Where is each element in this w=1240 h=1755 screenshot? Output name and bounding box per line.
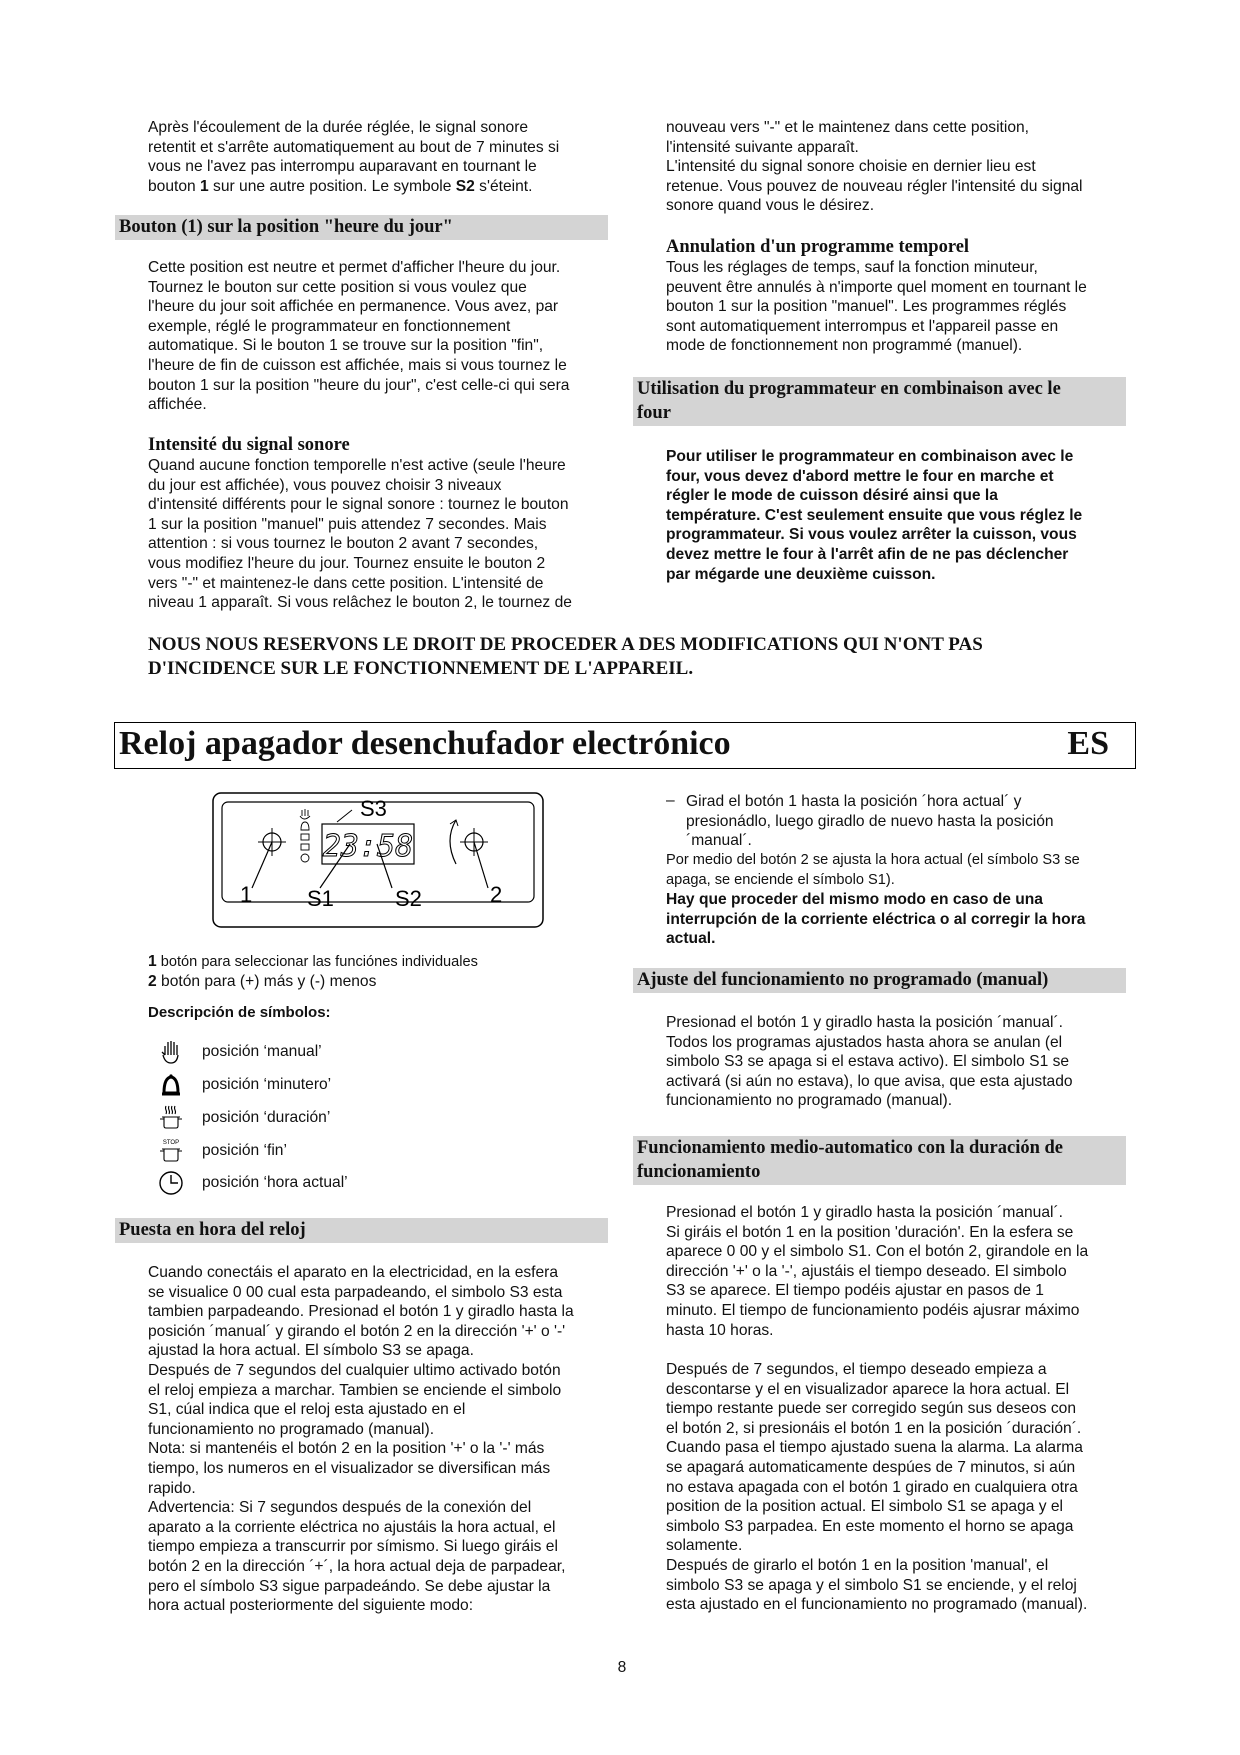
list-dash: – (666, 792, 675, 809)
bell-icon (150, 1072, 192, 1098)
fr-annulation-heading: Annulation d'un programme temporel (666, 237, 970, 257)
section-band-ajuste: Ajuste del funcionamiento no programado (manual) (633, 968, 1126, 993)
section-band-funcionamiento: Funcionamiento medio-automatico con la duración de funcionamiento (633, 1136, 1126, 1185)
es-puesta-paragraph: Cuando conectáis el aparato en la electricidad, en la esfera se visualice 0 00 cual esta parpadeando, el simbolo S3 esta tambien parpadeando. Presionad el botón 1 y giradlo hasta la posición ´manual´ y girando el botón 2 en la dirección '+' o '-' ajustad la hora actual. El símbolo S3 se apaga. Después de 7 segundos del cualquier ultimo activado botón el reloj empieza a marchar. Tambien se enciende el simbolo S1, cúal indica que el reloj esta ajustado en el funcionamiento no programado (manual). Nota: si mantenéis el botón 2 en la position '+' o la '-' más tiempo, los numeros en el visualizador se diversifican más rapido. Advertencia: Si 7 segundos después de la conexión del aparato a la corriente eléctrica no ajustáis la hora actual, el tiempo empieza a transcurrir por símismo. Si luego giráis el botón 2 en la dirección ´+´, la hora actual deja de parpadear, pero el símbolo S3 sigue parpadeándo. Se debe ajustar la hora actual posteriormente del siguiente modo: (148, 1264, 574, 1615)
symbol-row-minutero: posición ‘minutero’ (150, 1070, 331, 1100)
fr-annulation-paragraph: Tous les réglages de temps, sauf la fonction minuteur, peuvent être annulés à n'importe quel moment en tournant le bouton 1 sur la position "manuel". Les programmes réglés sont automatiquement interrompus et l'appareil passe en mode de fonctionnement non programmé (manuel). (666, 259, 1087, 355)
fr-warning-notice: NOUS NOUS RESERVONS LE DROIT DE PROCEDER A DES MODIFICATIONS QUI N'ONT PAS D'INCIDENCE SUR LE FONCTIONNEMENT DE L'APPAREIL. (148, 634, 983, 679)
label-s2: S2 (395, 886, 422, 911)
es-ajuste-paragraph: Presionad el botón 1 y giradlo hasta la posición ´manual´. Todos los programas ajustados hasta ahora se anulan (el simbolo S3 se apaga si el estava activo). El simbolo S1 se activará (si aún no estava), lo que avisa, que esta ajustado funcionamiento no programado (manual). (666, 1014, 1073, 1110)
symbol-row-hora-actual: posición ‘hora actual’ (150, 1168, 348, 1198)
hand-icon (150, 1039, 192, 1065)
label-s3: S3 (360, 796, 387, 821)
legend-button-2: 2 botón para (+) más y (-) menos (148, 973, 377, 990)
fr-intensite-paragraph: Quand aucune fonction temporelle n'est active (seule l'heure du jour est affichée), vous pouvez choisir 3 niveaux d'intensité différents pour le signal sonore : tournez le bouton 1 sur la position "manuel" puis attendez 7 secondes. Mais attention : si vous tournez le bouton 2 avant 7 secondes, vous modifiez l'heure du jour. Tournez ensuite le bouton 2 vers "-" et maintenez-le dans cette position. L'intensité de niveau 1 apparaît. Si vous relâchez le bouton 2, le tournez de (148, 457, 572, 612)
lcd-time: 23:58 (322, 829, 414, 864)
label-1: 1 (240, 882, 253, 907)
fr-intro-paragraph: Après l'écoulement de la durée réglée, le signal sonore retentit et s'arrête automatiquement au bout de 7 minutes si vous ne l'avez pas interrompu auparavant en tournant le bouton 1 sur une autre position. Le symbole S2 s'éteint. (148, 119, 560, 195)
symbol-row-duracion: posición ‘duración’ (150, 1103, 330, 1133)
language-code: ES (1067, 725, 1109, 762)
label-s1: S1 (307, 886, 334, 911)
es-right-paragraph-3: Hay que proceder del mismo modo en caso de una interrupción de la corriente eléctrica o al corregir la hora actual. (666, 891, 1086, 948)
es-title-box (114, 722, 1136, 769)
es-right-list-item: Girad el botón 1 hasta la posición ´hora actual´ y presionádlo, luego giradlo de nuevo hasta la posición ´manual´. (686, 793, 1054, 850)
es-func-paragraph-2: Después de 7 segundos, el tiempo deseado empieza a descontarse y el en visualizador aparece la hora actual. El tiempo restante puede ser corregido según sus deseos con el botón 2, si presionáis el botón 1 en la posición ´duración´. Cuando pasa el tiempo ajustado suena la alarma. La alarma se apagará automaticamente despúes de 7 minutos, si aún no estava apagada con el botón 1 girado en cualquiera otra position de la position actual. El simbolo S1 se apaga y el simbolo S3 parpadea. En este momento el horno se apaga solamente. Después de girarlo el botón 1 en la position 'manual', el simbolo S3 se apaga y el simbolo S1 se enciende, y el reloj esta ajustado en el funcionamiento no programado (manual). (666, 1361, 1088, 1614)
fr-utilisation-paragraph: Pour utiliser le programmateur en combinaison avec le four, vous devez d'abord mettre le four en marche et régler le mode de cuisson désiré ainsi que la température. C'est seulement ensuite que vous réglez le programmateur. Si vous voulez arrêter la cuisson, vous devez mettre le four à l'arrêt afin de ne pas déclencher par mégarde une deuxième cuisson. (666, 448, 1083, 583)
section-band-heure-du-jour: Bouton (1) sur la position "heure du jour" (115, 215, 608, 240)
fr-right-intro-paragraph: nouveau vers "-" et le maintenez dans cette position, l'intensité suivante apparaît. L'intensité du signal sonore choisie en dernier lieu est retenue. Vous pouvez de nouveau régler l'intensité du signal sonore quand vous le désirez. (666, 119, 1083, 215)
pot-steam-icon (150, 1104, 192, 1132)
label-2: 2 (490, 882, 503, 907)
clock-icon (150, 1169, 192, 1197)
pot-stop-icon (150, 1137, 192, 1165)
symbol-row-manual: posición ‘manual’ (150, 1037, 322, 1067)
section-band-puesta-en-hora: Puesta en hora del reloj (115, 1218, 608, 1243)
svg-text:STOP: STOP (162, 1140, 180, 1146)
section-band-utilisation: Utilisation du programmateur en combinaison avec le four (633, 377, 1126, 426)
es-title: Reloj apagador desenchufador electrónico (119, 725, 731, 762)
symbols-heading: Descripción de símbolos: (148, 1004, 331, 1021)
page-number: 8 (617, 1659, 627, 1676)
legend-button-1: 1 botón para seleccionar las funciónes individuales (148, 953, 478, 970)
symbol-row-fin: STOP posición ‘fin’ (150, 1136, 287, 1166)
timer-diagram (212, 792, 544, 928)
es-func-paragraph-1: Presionad el botón 1 y giradlo hasta la posición ´manual´. Si giráis el botón 1 en la position 'duración'. En la esfera se aparece 0 00 y el simbolo S1. Con el botón 2, girandole en la dirección '+' o la '-', ajustáis el tiempo deseado. El simbolo S3 se aparece. El tiempo podéis ajustar en pasos de 1 minuto. El tiempo de funcionamiento podéis ajusrar máximo hasta 10 horas. (666, 1204, 1089, 1339)
es-right-paragraph-2: Por medio del botón 2 se ajusta la hora actual (el símbolo S3 se apaga, se enciende el símbolo S1). (666, 852, 1080, 888)
fr-intensite-heading: Intensité du signal sonore (148, 435, 350, 455)
fr-heure-paragraph: Cette position est neutre et permet d'afficher l'heure du jour. Tournez le bouton sur cette position si vous voulez que l'heure du jour soit affichée en permanence. Vous avez, par exemple, réglé le programmateur en fonctionnement automatique. Si le bouton 1 se trouve sur la position "fin", l'heure de fin de cuisson est affichée, mais si vous tournez le bouton 1 sur la position "heure du jour", c'est celle-ci qui sera affichée. (148, 259, 570, 414)
